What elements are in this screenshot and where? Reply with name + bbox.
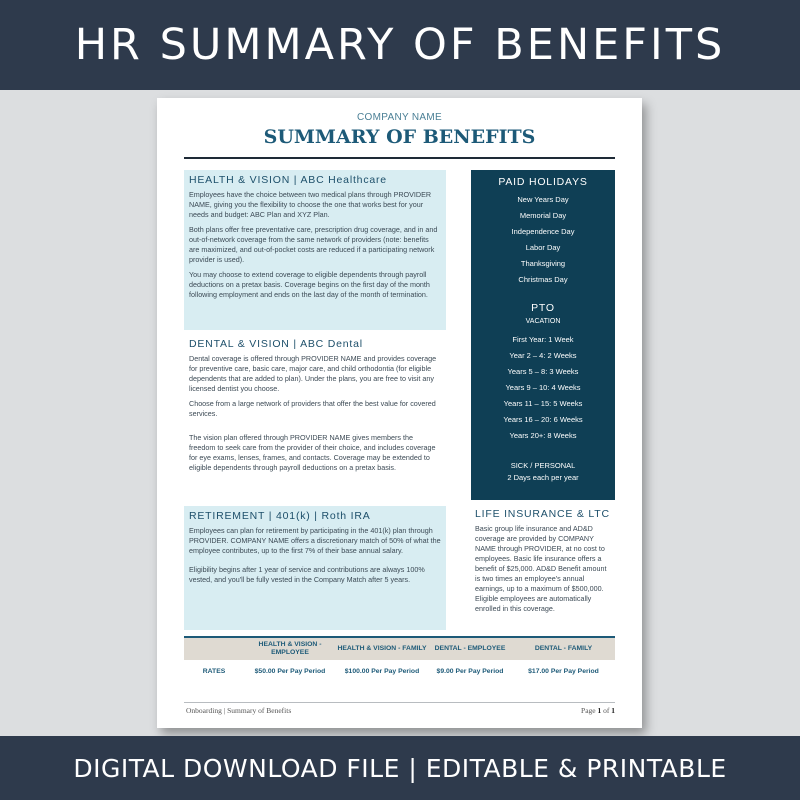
pto-item: Years 20+: 8 Weeks [509, 431, 577, 440]
dental-heading: DENTAL & VISION | ABC Dental [189, 338, 363, 350]
bottom-banner-text: DIGITAL DOWNLOAD FILE | EDITABLE & PRINTABLE [73, 753, 727, 783]
pto-item: Years 11 – 15: 5 Weeks [503, 399, 583, 408]
pto-item: Years 9 – 10: 4 Weeks [505, 383, 581, 392]
life-body: Basic group life insurance and AD&D coverage are provided by COMPANY NAME through PROVIDER, at no cost to employees. Basic life insurance offers a benefit of $25,000. AD&D Benefit amount is two times an employee's annual earnings, up to a maximum of $500,000. Eligible employees are automatically enrolled in this coverage. [475, 524, 607, 613]
health-heading: HEALTH & VISION | ABC Healthcare [189, 174, 387, 186]
retirement-para-1: Employees can plan for retirement by participating in the 401(k) plan through PROVIDER. COMPANY NAME offers a discretionary match of 50% of what the employee contributes, up to the first 7% of their base annual salary. [189, 526, 441, 555]
retirement-para-2: Eligibility begins after 1 year of service and contributions are always 100% vested, and you'll be fully vested in the Company Match after 5 years. [189, 565, 425, 584]
top-banner-text: HR SUMMARY OF BENEFITS [74, 20, 726, 70]
rates-value-cell: $17.00 Per Pay Period [528, 668, 599, 675]
footer-label: Onboarding | Summary of Benefits [186, 706, 292, 715]
holiday-item: Christmas Day [518, 275, 568, 284]
rates-value-cell: $50.00 Per Pay Period [254, 668, 326, 675]
sick-value: 2 Days each per year [507, 473, 579, 482]
page-of: of [603, 706, 610, 715]
health-section [184, 170, 446, 330]
health-para-3: You may choose to extend coverage to eligible dependents through payroll deductions on a pretax basis. Coverage begins on the first day of the month following employment and ends on the last day of the month of termination. [189, 270, 430, 299]
vacation-label: VACATION [525, 318, 561, 325]
page-number [581, 706, 615, 715]
health-para-1: Employees have the choice between two medical plans through PROVIDER NAME, giving you the flexibility to choose the one that works best for your needs and budget: ABC Plan and XYZ Plan. [189, 190, 432, 219]
rates-value-cell: $9.00 Per Pay Period [436, 668, 504, 675]
retirement-heading: RETIREMENT | 401(k) | Roth IRA [189, 510, 371, 522]
rates-table [184, 636, 615, 684]
holiday-item: Memorial Day [519, 211, 567, 220]
holiday-item: Labor Day [525, 243, 561, 252]
pto-heading: PTO [531, 302, 555, 314]
rates-header-cell: DENTAL - FAMILY [534, 645, 593, 652]
pto-item: First Year: 1 Week [512, 335, 574, 344]
dental-section [184, 334, 446, 496]
holiday-item: Independence Day [511, 227, 575, 236]
dental-para-3: The vision plan offered through PROVIDER NAME gives members the freedom to seek care from the provider of their choice, and includes coverage for eye exams, lenses, frames, and contacts. Coverage may be extended to eligible dependents through payroll deductions on a pretax basis. [189, 433, 436, 472]
health-para-2: Both plans offer free preventative care, prescription drug coverage, and in and out-of-network coverage from the same network of providers (note: benefits are maximized, and out-of-pocket costs are reduced if a participating network provider is used). [189, 225, 438, 264]
holidays-pto-panel [471, 170, 615, 500]
life-heading: LIFE INSURANCE & LTC [475, 508, 610, 520]
page-total: 1 [611, 706, 615, 715]
document-page [157, 98, 642, 728]
rates-row-label: RATES [202, 668, 226, 675]
title-divider [184, 157, 615, 159]
rates-header-row [184, 638, 615, 660]
dental-para-1: Dental coverage is offered through PROVIDER NAME and provides coverage for preventive care, basic care, major care, and child orthodontia (for eligible dependents that are added to plan). Under the plans, you are free to visit any licensed dentist you choose. [189, 354, 437, 393]
rates-header-cell: HEALTH & VISION - EMPLOYEE [258, 641, 322, 656]
pto-item: Year 2 – 4: 2 Weeks [509, 351, 577, 360]
bottom-banner [0, 736, 800, 800]
rates-header-cell: HEALTH & VISION - FAMILY [337, 645, 427, 652]
dental-para-2: Choose from a large network of providers that offer the best value for covered services. [189, 399, 436, 418]
sick-label: SICK / PERSONAL [510, 461, 576, 470]
footer-divider [184, 702, 615, 703]
document-title: SUMMARY OF BENEFITS [263, 126, 536, 148]
holidays-heading: PAID HOLIDAYS [498, 176, 588, 188]
pto-item: Years 5 – 8: 3 Weeks [507, 367, 579, 376]
retirement-section [184, 506, 446, 630]
company-name: COMPANY NAME [357, 112, 442, 123]
pto-item: Years 16 – 20: 6 Weeks [503, 415, 583, 424]
top-banner [0, 0, 800, 90]
page-prefix: Page [581, 706, 596, 715]
page-current: 1 [597, 706, 602, 715]
holiday-item: Thanksgiving [520, 259, 566, 268]
holiday-item: New Years Day [517, 195, 569, 204]
rates-value-cell: $100.00 Per Pay Period [344, 668, 420, 675]
rates-value-row [184, 660, 615, 684]
rates-header-cell: DENTAL - EMPLOYEE [434, 645, 506, 652]
